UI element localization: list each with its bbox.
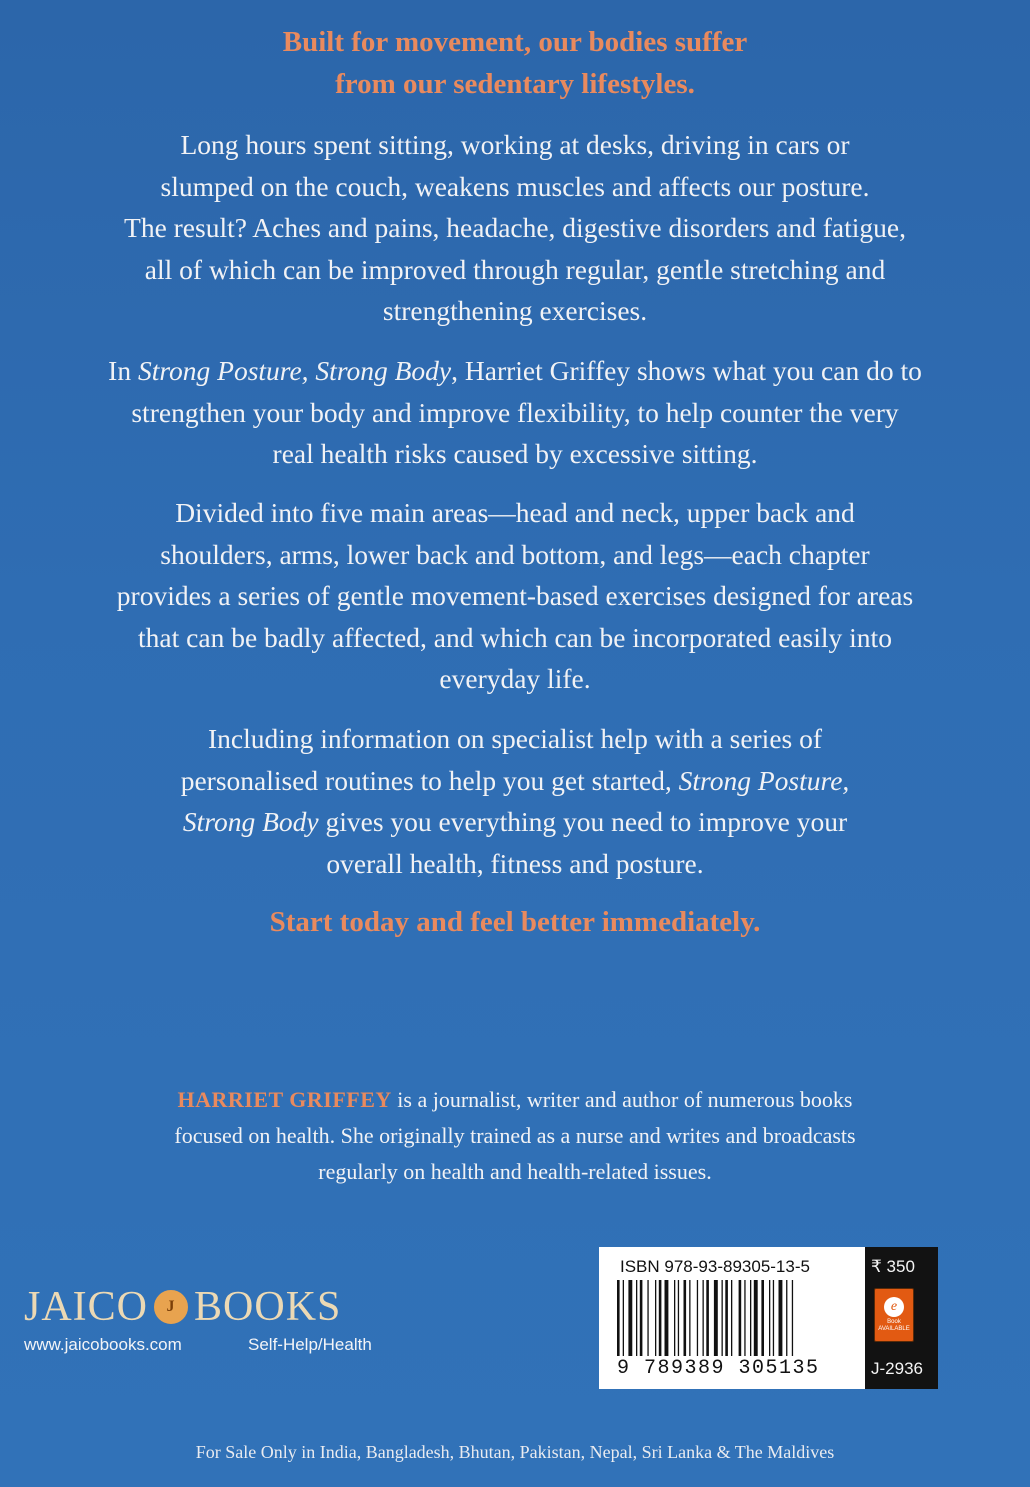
catalog-code: J-2936 xyxy=(871,1359,923,1378)
para4-line: overall health, fitness and posture. xyxy=(326,847,704,879)
barcode-digits: 9 789389 305135 xyxy=(617,1357,820,1380)
bio-text: is a journalist, writer and author of numerous books xyxy=(391,1087,853,1112)
para1-line: strengthening exercises. xyxy=(382,295,648,326)
price: ₹ 350 xyxy=(871,1257,915,1276)
publisher-logo xyxy=(24,1281,341,1333)
jaico-emblem-icon: J xyxy=(154,1290,188,1324)
description-paragraph-4 xyxy=(0,718,1030,884)
ebook-word: Book xyxy=(887,1319,901,1325)
ebook-e-glyph: e xyxy=(884,1297,904,1317)
isbn-number: ISBN 978-93-89305-13-5 xyxy=(620,1257,810,1276)
para4-line xyxy=(0,760,1030,802)
headline-line-1: Built for movement, our bodies suffer xyxy=(282,26,748,58)
author-name: HARRIET GRIFFEY xyxy=(177,1087,392,1112)
para3-line: shoulders, arms, lower back and bottom, and legs—each chapter xyxy=(160,538,870,570)
barcode-panel xyxy=(599,1247,938,1389)
logo-word-right: BOOKS xyxy=(194,1284,342,1330)
para4-text: gives you everything you need to improve your xyxy=(318,806,848,837)
para4-text: personalised routines to help you get started, xyxy=(180,764,679,796)
book-title-italic: Strong Posture, xyxy=(678,764,850,796)
author-bio xyxy=(0,1082,1030,1190)
publisher-website: www.jaicobooks.com xyxy=(24,1335,182,1354)
para3-line: that can be badly affected, and which can be incorporated easily into xyxy=(138,621,892,653)
headline-line-2: from our sedentary lifestyles. xyxy=(335,68,695,100)
logo-word-left: JAICO xyxy=(24,1284,149,1330)
barcode-icon xyxy=(617,1280,847,1362)
para2-rest: , Harriet Griffey shows what you can do to xyxy=(451,355,922,386)
headline xyxy=(0,21,1030,105)
bio-line xyxy=(0,1082,1030,1118)
para1-line: The result? Aches and pains, headache, digestive disorders and fatigue, xyxy=(124,212,906,243)
para3-line: everyday life. xyxy=(439,663,591,694)
bio-line: regularly on health and health-related issues. xyxy=(318,1159,712,1184)
para4-line xyxy=(0,801,1030,843)
bio-line: focused on health. She originally trained as a nurse and writes and broadcasts xyxy=(174,1123,856,1148)
book-category: Self-Help/Health xyxy=(248,1335,372,1354)
para4-line: Including information on specialist help with a series of xyxy=(207,723,823,754)
para3-line: Divided into five main areas—head and neck, upper back and xyxy=(175,497,855,528)
para1-line: all of which can be improved through regular, gentle stretching and xyxy=(144,253,886,285)
description-paragraph-3 xyxy=(0,492,1030,700)
para1-line: slumped on the couch, weakens muscles and affects our posture. xyxy=(160,170,870,202)
sale-notice: For Sale Only in India, Bangladesh, Bhutan, Pakistan, Nepal, Sri Lanka & The Maldives xyxy=(195,1442,835,1462)
book-title-italic: Strong Posture, Strong Body xyxy=(137,355,452,386)
ebook-available: AVAILABLE xyxy=(878,1326,910,1332)
para2-line: real health risks caused by excessive sitting. xyxy=(272,438,758,469)
para2-line xyxy=(0,350,1030,392)
call-to-action: Start today and feel better immediately. xyxy=(269,906,761,938)
ebook-available-icon xyxy=(874,1288,914,1342)
book-title-italic: Strong Body xyxy=(182,806,319,837)
price-strip xyxy=(865,1247,938,1389)
ebook-label xyxy=(878,1319,909,1333)
description-paragraph-2 xyxy=(0,350,1030,475)
description-paragraph-1 xyxy=(0,124,1030,332)
para3-line: provides a series of gentle movement-based exercises designed for areas xyxy=(116,580,914,611)
para1-line: Long hours spent sitting, working at desks, driving in cars or xyxy=(180,129,850,160)
para2-in: In xyxy=(108,355,138,386)
para2-line: strengthen your body and improve flexibility, to help counter the very xyxy=(131,396,899,428)
